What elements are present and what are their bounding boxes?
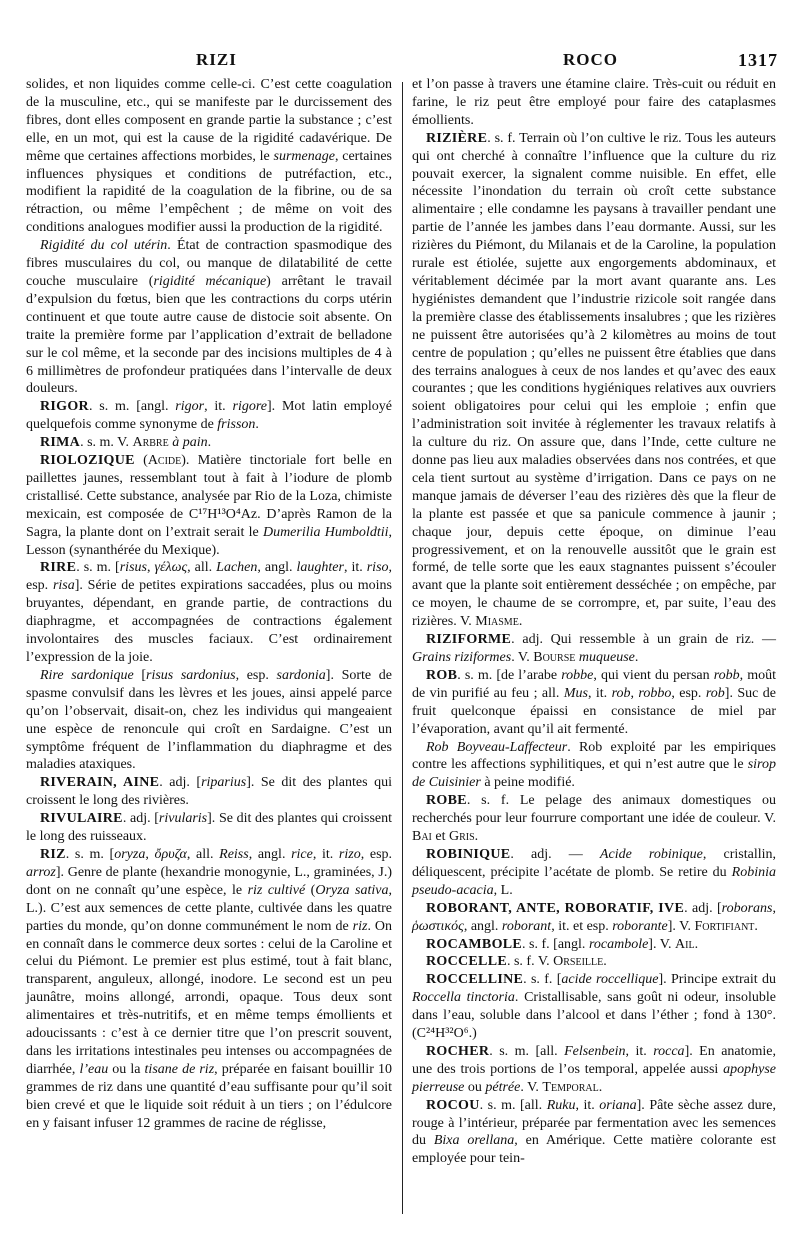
entry-text: roborans bbox=[721, 900, 773, 916]
entry-text: Roccella tinctoria bbox=[412, 990, 515, 1006]
dictionary-entry bbox=[26, 667, 392, 774]
entry-text: ]. Principe extrait du bbox=[658, 972, 776, 988]
entry-text: , esp. bbox=[360, 846, 393, 862]
page-number: 1317 bbox=[738, 50, 778, 70]
entry-text: roborant bbox=[501, 918, 552, 934]
entry-text: rivularis bbox=[158, 811, 208, 827]
entry-text: Dumerilia Humboldtii bbox=[262, 524, 389, 540]
entry-text: rigidité mécanique bbox=[153, 273, 267, 289]
dictionary-entry bbox=[412, 667, 776, 739]
entry-headword: ROCOU bbox=[426, 1097, 480, 1113]
entry-headword: RIOLOZIQUE bbox=[40, 453, 135, 469]
entry-text: ou la bbox=[108, 1061, 145, 1077]
entry-text: . s. f. Terrain où l’on cultive le riz. Tous les auteurs qui ont cherché à connaître l’influence que la culture du riz pouvait exercer, la signalent comme nuisible. En effet, elle nécessite l’inondation du terrain où croît cette substance alimentaire ; elle condamne les paysans à travailler pendant une partie de l’année les jambes dans l’eau dormante. Aussi, sur les rizières du Piémont, du Milanais et de la Caroline, la population rurale est étiolée, sujette aux engorgements abdominaux, et véritablement décimée par la mort avant quarante ans. Les hygiénistes demandent que l’industrie rizicole soit rangée dans la première classe des établissements insalubres ; que les rizières ne puissent être autorisées qu’à 2 kilomètres au moins de tout centre de population ; qu’elles ne puissent être établies que dans des terrains analogues à ceux de nos landes et qu’avec des eaux courantes ; que les conditions hygiéniques relatives aux ouvriers soient obligatoires pour celui qui les emploie ; enfin que l’administration soit invitée à réglementer les travaux relatifs à la culture du riz. On assure que, dans l’Inde, cette culture ne donne pas lieu aux maladies observées dans nos contrées, et que cela tient surtout au système d’irrigation. Dans ce pays on ne manque jamais de déverser l’eau des rizières dès que la fleur de la plante est passée et que sa panicule commence à jaunir ; chaque jour, depuis cette époque, on diminue l’eau progressivement, et on la renouvelle aussitôt que le grain est formé, de telle sorte que les eaux stagnantes puissent s’écouler avant que la plante soit entièrement desséchée ; on empêche, par ce moyen, le chaume de se corrompre, et, par suite, l’eau des rizières. V. bbox=[412, 130, 776, 630]
entry-headword: RIVULAIRE bbox=[40, 811, 123, 827]
entry-text: , bbox=[146, 560, 155, 576]
entry-text: frisson bbox=[217, 417, 256, 433]
entry-text: , qui vient du persan bbox=[593, 667, 714, 683]
dictionary-entry bbox=[412, 739, 776, 793]
entry-text: . s. m. [ bbox=[65, 846, 115, 862]
entry-text: Lachen bbox=[216, 560, 258, 576]
dictionary-entry bbox=[412, 846, 776, 900]
dictionary-entry bbox=[26, 76, 392, 237]
entry-headword: ROB bbox=[426, 667, 458, 683]
entry-text: . bbox=[754, 918, 758, 934]
entry-text: robbe bbox=[561, 667, 594, 683]
entry-headword: ROBINIQUE bbox=[426, 846, 511, 862]
dictionary-entry bbox=[26, 774, 392, 810]
dictionary-entry bbox=[412, 1097, 776, 1169]
dictionary-entry bbox=[26, 559, 392, 666]
entry-text: . s. m. [de l’arabe bbox=[457, 667, 562, 683]
entry-text: rob bbox=[705, 685, 725, 701]
dictionary-entry bbox=[412, 936, 776, 954]
entry-text: . s. m. [ bbox=[76, 560, 120, 576]
entry-text: ]. V. bbox=[667, 918, 695, 934]
entry-text: , it. bbox=[204, 399, 233, 415]
entry-text: Miasme bbox=[475, 614, 519, 630]
entry-text: rigor bbox=[175, 399, 205, 415]
entry-text: Bourse bbox=[533, 650, 576, 665]
entry-text: , angl. bbox=[463, 918, 502, 934]
entry-text: Gris bbox=[449, 829, 475, 845]
entry-text: . bbox=[598, 1079, 603, 1095]
entry-text: . s. m. [all. bbox=[489, 1043, 565, 1059]
entry-text: Arbre bbox=[132, 435, 169, 451]
entry-text: Felsenbein bbox=[564, 1043, 626, 1059]
entry-text: ( bbox=[134, 453, 148, 469]
entry-text: , certaines influences physiques et conditions de putréfaction, etc., modifient la rapidité de la coagulation de la fibrine, ou de sa rétraction, ou même l’empêchent ; de même on voit des conditions analogues modifier aussi la production de la rigidité. bbox=[26, 148, 392, 236]
entry-text: tisane de riz bbox=[144, 1061, 215, 1077]
entry-headword: RIVERAIN, AINE bbox=[40, 775, 160, 791]
entry-text: , it. bbox=[587, 685, 612, 701]
entry-text: . adj. Qui ressemble à un grain de riz. — bbox=[511, 632, 776, 648]
entry-headword: RIMA bbox=[40, 435, 81, 451]
running-head-left: RIZI bbox=[196, 50, 237, 69]
dictionary-entry bbox=[412, 953, 776, 971]
entry-text: ou bbox=[464, 1079, 486, 1095]
entry-text: . bbox=[207, 435, 212, 451]
entry-text: . s. m. [all. bbox=[479, 1097, 547, 1113]
entry-text: Bixa orellana bbox=[433, 1133, 515, 1149]
entry-headword: RIGOR bbox=[40, 399, 89, 415]
entry-text: . bbox=[474, 829, 479, 845]
entry-headword: ROCCELLINE bbox=[426, 972, 524, 988]
entry-text: . Cristallisable, sans goût ni odeur, insoluble dans l’eau, soluble dans l’alcool et dans l’éther ; fond à 130°. (C²⁴H³²O⁶.) bbox=[412, 990, 776, 1042]
dictionary-entry bbox=[412, 900, 776, 936]
entry-text: . adj. [ bbox=[684, 900, 722, 916]
entry-text: . s. m. V. bbox=[80, 435, 133, 451]
entry-text: Fortifiant bbox=[694, 918, 755, 934]
entry-text: rice bbox=[291, 846, 313, 862]
entry-text: roborante bbox=[612, 918, 668, 934]
entry-text: , it. bbox=[625, 1043, 654, 1059]
dictionary-entry bbox=[412, 130, 776, 631]
entry-text: ]. Se dit des plantes qui croissent le long des rivières. bbox=[26, 775, 392, 809]
dictionary-entry bbox=[412, 631, 776, 667]
entry-text: Temporal bbox=[542, 1079, 599, 1095]
entry-text: riz cultivé bbox=[247, 882, 306, 898]
entry-text: acide roccellique bbox=[561, 972, 659, 988]
entry-text: , it. bbox=[312, 846, 339, 862]
entry-text: rob bbox=[611, 685, 631, 701]
entry-text: . bbox=[603, 954, 607, 970]
entry-text: , esp. bbox=[235, 667, 277, 683]
entry-text: laughter bbox=[296, 560, 344, 576]
entry-text: l’eau bbox=[79, 1061, 109, 1077]
entry-text: . Rob exploité par les empiriques contre les affections syphilitiques, et qui n’est autre que le bbox=[412, 739, 776, 773]
entry-text: ( bbox=[305, 882, 316, 898]
running-head-right: ROCO bbox=[563, 50, 618, 69]
entry-headword: RIZIÈRE bbox=[426, 130, 488, 146]
entry-headword: ROCHER bbox=[426, 1043, 490, 1059]
dictionary-entry bbox=[412, 971, 776, 1043]
entry-text: , cristallin, déliquescent, précipite l’acétate de plomb. Se retire du bbox=[412, 846, 776, 880]
entry-text: , angl. bbox=[257, 560, 297, 576]
entry-text: oriana bbox=[599, 1097, 637, 1113]
entry-text: Reiss bbox=[219, 846, 249, 862]
entry-text: ῥωστικός bbox=[412, 918, 464, 934]
entry-text: ]. V. bbox=[648, 936, 676, 952]
entry-text: . bbox=[518, 614, 523, 630]
entry-text: et bbox=[431, 829, 449, 845]
entry-headword: ROBE bbox=[426, 793, 467, 809]
entry-text: Grains riziformes bbox=[412, 650, 512, 665]
entry-text: ]. Se dit des plantes qui croissent le long des ruisseaux. bbox=[26, 811, 392, 845]
entry-text: rocambole bbox=[588, 936, 649, 952]
entry-text: . s. f. [angl. bbox=[522, 936, 589, 952]
entry-text: , L. bbox=[493, 882, 513, 898]
entry-text: Ail bbox=[675, 936, 695, 952]
entry-text: robb bbox=[713, 667, 740, 683]
entry-text: γέλως bbox=[154, 560, 188, 576]
dictionary-entry bbox=[26, 434, 392, 452]
entry-text: , esp. bbox=[26, 560, 393, 594]
entry-text: ]. En anatomie, une des trois portions de l’os temporal, appelée aussi bbox=[412, 1043, 777, 1077]
entry-text: . s. f. Le pelage des animaux domestiques ou recherchés pour leur fourrure comportant une idée de couleur. V. bbox=[412, 793, 776, 827]
entry-text: , it. et esp. bbox=[551, 918, 613, 934]
entry-text: , L.). C’est aux semences de cette plante, cultivée dans les quatre parties du monde, qu’on donne communément le nom de bbox=[26, 882, 392, 934]
entry-text: [ bbox=[133, 667, 146, 683]
entry-text: ). Matière tinctoriale fort belle en paillettes jaunes, ressemblant tout à fait à l’iodure de plomb cristallisé. Cette substance, analysée par Rio de la Loza, chimiste mexicain, est composée de C¹⁷H¹³O⁴Az. D’après Ramon de la Sagra, la plante dont on l’extrait serait le bbox=[26, 453, 392, 540]
left-column bbox=[26, 76, 392, 1132]
entry-text: , bbox=[772, 900, 776, 916]
entry-text: . adj. [ bbox=[122, 811, 159, 827]
entry-text: , bbox=[630, 685, 639, 701]
entry-text: pétrée bbox=[485, 1079, 521, 1095]
dictionary-entry bbox=[26, 398, 392, 434]
entry-text: . adj. [ bbox=[159, 775, 202, 791]
entry-text: Orseille bbox=[553, 954, 604, 970]
entry-text: . s. f. [ bbox=[523, 972, 562, 988]
entry-text: surmenage bbox=[273, 148, 335, 164]
entry-text: Mus bbox=[563, 685, 588, 701]
entry-headword: ROBORANT, ANTE, ROBORATIF, IVE bbox=[426, 900, 685, 916]
dictionary-entry bbox=[412, 1043, 776, 1097]
entry-text: riso bbox=[366, 560, 389, 576]
entry-text: ]. Mot latin employé quelquefois comme synonyme de bbox=[26, 399, 393, 433]
dictionary-entry bbox=[26, 846, 392, 1133]
entry-headword: RIZIFORME bbox=[426, 632, 512, 648]
entry-text: , angl. bbox=[248, 846, 292, 862]
dictionary-entry bbox=[26, 810, 392, 846]
entry-text: . bbox=[255, 417, 259, 433]
entry-text: , moût de vin purifié au feu ; all. bbox=[412, 667, 776, 701]
entry-text: , it. bbox=[343, 560, 367, 576]
entry-text: . bbox=[694, 936, 699, 952]
entry-text: ]. Série de petites expirations saccadées, plus ou moins bruyantes, dépendant, en grande partie, de contractions du diaphragme, et accompagnées de contractions également involontaires des muscles faciaux. C’est ordinairement l’expression de la joie. bbox=[26, 578, 392, 665]
entry-text: Acide robinique bbox=[599, 846, 703, 862]
column-rule bbox=[402, 82, 403, 1214]
entry-text: Oryza sativa bbox=[315, 882, 389, 898]
entry-text: riz bbox=[352, 918, 368, 934]
entry-text: Bai bbox=[412, 829, 432, 845]
right-column bbox=[412, 76, 776, 1168]
entry-text: muqueuse bbox=[578, 650, 635, 665]
entry-text: Acide bbox=[147, 453, 182, 469]
entry-text: . s. m. [angl. bbox=[88, 399, 176, 415]
entry-text: à peine modifié. bbox=[480, 775, 575, 791]
entry-text: Ruku bbox=[546, 1097, 576, 1113]
entry-text: et l’on passe à travers une étamine claire. Très-cuit ou réduit en farine, le riz peut être employé pour faire des cataplasmes émollients. bbox=[412, 77, 776, 128]
entry-text: ὄρυζα bbox=[154, 846, 187, 862]
entry-text: arroz bbox=[26, 864, 56, 880]
entry-text: rigore bbox=[232, 399, 267, 415]
dictionary-entry bbox=[412, 76, 776, 130]
entry-headword: RIRE bbox=[40, 560, 77, 576]
entry-text: . On en connaît dans le commerce deux sortes : celui de la Caroline et celui du Piémont. Le premier est plus estimé, tout à fait blanc, transparent, anguleux, allongé, inodore. Le second est un peu jaunâtre, moins allongé, arrondi, opaque. Tous deux sont alimentaires et très-nutritifs, et en même temps émollients et adoucissants : c’est à ce dernier titre que l’on prescrit souvent, dans les irritations intestinales peu intenses ou accompagnées de diarrhée, bbox=[26, 918, 392, 1077]
dictionary-entry bbox=[26, 237, 392, 398]
entry-text: riparius bbox=[201, 775, 247, 791]
entry-text: sardonia bbox=[276, 667, 326, 683]
dictionary-entry bbox=[412, 792, 776, 846]
entry-text: ) arrêtant le travail d’expulsion du fœtus, bien que les contractions du corps utérin continuent et que toute autre cause de distocie soit absente. On traite la première forme par l’application d’extrait de belladone sur le col même, et la seconde par des incisions multiples de 4 à 6 millimètres de profondeur pratiquées dans l’intervalle de deux douleurs. bbox=[26, 273, 392, 397]
entry-text: risa bbox=[52, 578, 75, 594]
entry-text: sirop de Cuisinier bbox=[412, 757, 776, 791]
entry-text: solides, et non liquides comme celle-ci. C’est cette coagulation de la musculine, etc., qui se manifeste par le durcissement des fibres, dont elles composent en grande partie la substance ; c’est elle, en un mot, qui est la cause de la rigidité cadavérique. De même que certaines affections morbides, le bbox=[26, 77, 392, 164]
entry-headword: ROCAMBOLE bbox=[426, 936, 523, 952]
entry-headword: RIZ bbox=[40, 846, 66, 862]
entry-text: . V. bbox=[511, 650, 534, 665]
entry-text: ]. Suc de fruit quelconque épaissi en consistance de miel par l’évaporation, avant qu’il ait fermenté. bbox=[412, 685, 777, 737]
entry-text: Rigidité du col utérin bbox=[40, 238, 168, 254]
entry-text: risus sardonius bbox=[146, 667, 236, 683]
entry-text: ]. Pâte sèche assez dure, rouge à l’intérieur, préparée par fermentation avec les semences du bbox=[412, 1097, 776, 1149]
entry-text: , bbox=[145, 846, 155, 862]
entry-text: Robinia pseudo-acacia bbox=[412, 864, 776, 898]
entry-text: rizo bbox=[338, 846, 361, 862]
entry-text: , esp. bbox=[671, 685, 706, 701]
entry-headword: ROCCELLE bbox=[426, 954, 507, 970]
entry-text: ]. Sorte de spasme convulsif dans les lèvres et les joues, ainsi appelé parce qu’on l’observait, disait-on, chez les individus qui mangeaient une espèce de renoncule qui croît en Sardaigne. C’est un symptôme fréquent de l’inflammation du diaphragme et des maladies ataxiques. bbox=[26, 667, 392, 773]
dictionary-entry bbox=[26, 452, 392, 559]
entry-text: Rob Boyveau-Laffecteur bbox=[426, 739, 568, 755]
entry-text: apophyse pierreuse bbox=[412, 1061, 776, 1095]
entry-text: , it. bbox=[575, 1097, 600, 1113]
entry-text: . adj. — bbox=[510, 846, 600, 862]
entry-text: , Lesson (synanthérée du Mexique). bbox=[26, 524, 392, 558]
entry-text: oryza bbox=[114, 846, 146, 862]
entry-text: . bbox=[634, 650, 639, 665]
entry-text: , all. bbox=[186, 846, 220, 862]
entry-text: ]. Genre de plante (hexandrie monogynie, L., graminées, J.) dont on ne connaît qu’une espèce, le bbox=[26, 864, 392, 898]
entry-text: , all. bbox=[187, 560, 217, 576]
entry-text: robbo bbox=[638, 685, 672, 701]
entry-text: à pain bbox=[172, 435, 208, 451]
entry-text: . s. f. V. bbox=[506, 954, 554, 970]
entry-text: risus bbox=[119, 560, 147, 576]
entry-text: , en Amérique. Cette matière colorante est employée pour tein- bbox=[412, 1133, 777, 1167]
entry-text: , préparée en faisant bouillir 10 grammes de riz dans une quantité d’eau suffisante pour qu’il soit bien crevé et que le liquide soit réduit à un tiers ; on l’édulcore en y faisant infuser 12 grammes de racine de réglisse, bbox=[26, 1061, 392, 1131]
entry-text: Rire sardonique bbox=[40, 667, 134, 683]
entry-text: . V. bbox=[520, 1079, 543, 1095]
entry-text: . État de contraction spasmodique des fibres musculaires du col, ou manque de dilatabilité de cette couche musculaire ( bbox=[26, 238, 392, 289]
entry-text: rocca bbox=[653, 1043, 685, 1059]
